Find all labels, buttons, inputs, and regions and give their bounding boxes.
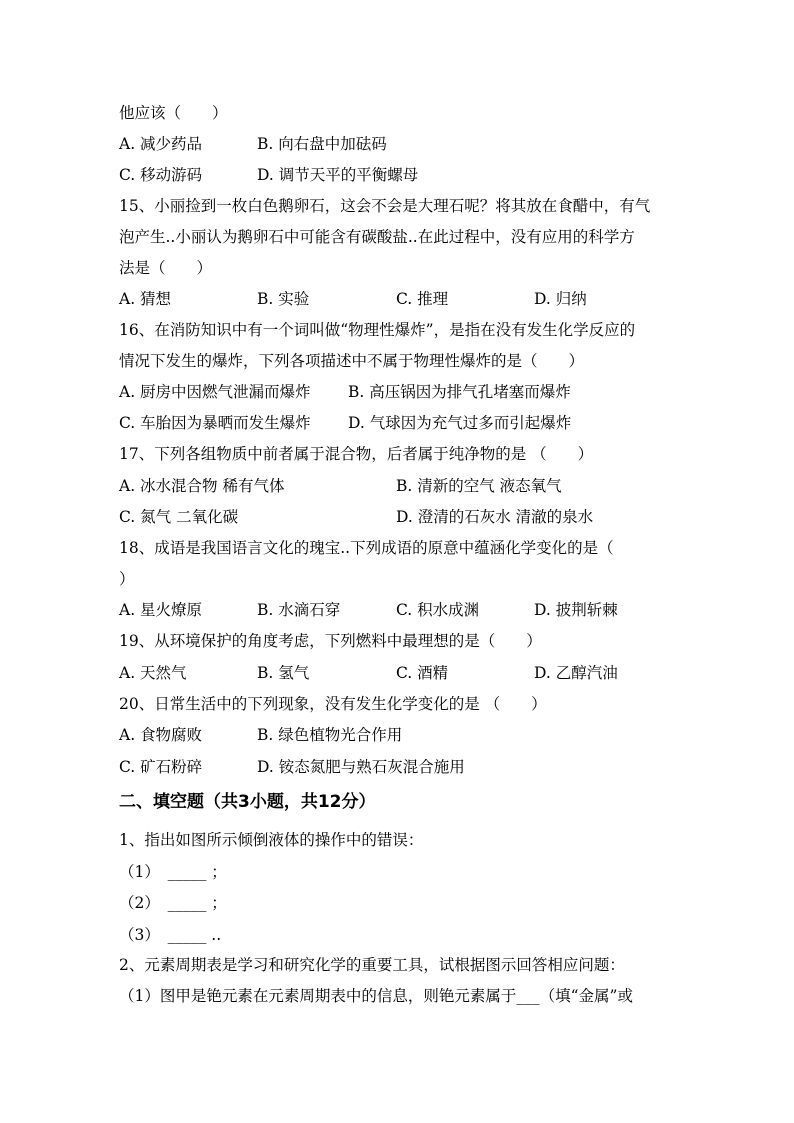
option-d: D. 披荆斩棘 bbox=[534, 601, 618, 619]
question-20: 20、日常生活中的下列现象，没有发生化学变化的是 （ ） bbox=[119, 695, 547, 713]
question-15: 15、小丽捡到一枚白色鹅卵石，这会不会是大理石呢？将其放在食醋中，有气 bbox=[119, 197, 651, 215]
option-a: A. 厨房中因燃气泄漏而爆炸 bbox=[119, 383, 311, 401]
question-18: 18、成语是我国语言文化的瑰宝..下列成语的原意中蕴涵化学变化的是（ bbox=[119, 539, 614, 557]
option-d: D. 气球因为充气过多而引起爆炸 bbox=[348, 414, 572, 432]
option-d: D. 乙醇汽油 bbox=[534, 664, 618, 682]
option-c: C. 酒精 bbox=[396, 664, 449, 682]
option-c: C. 矿石粉碎 bbox=[119, 758, 203, 776]
option-b: B. 清新的空气 液态氧气 bbox=[396, 477, 562, 495]
fill-blank-1: （1） _____ ； bbox=[119, 863, 227, 881]
question-17: 17、下列各组物质中前者属于混合物，后者属于纯净物的是 （ ） bbox=[119, 445, 594, 463]
option-c: C. 车胎因为暴晒而发生爆炸 bbox=[119, 414, 311, 432]
question-15-line3: 法是（ ） bbox=[119, 259, 213, 277]
option-a: A. 星火燎原 bbox=[119, 601, 203, 619]
option-a: A. 冰水混合物 稀有气体 bbox=[119, 477, 285, 495]
option-c: C. 积水成渊 bbox=[396, 601, 480, 619]
option-b: B. 水滴石穿 bbox=[257, 601, 341, 619]
option-d: D. 调节天平的平衡螺母 bbox=[257, 166, 419, 184]
section-heading: 二、填空题（共3小题，共12分） bbox=[119, 792, 376, 812]
question-16: 16、在消防知识中有一个词叫做“物理性爆炸”，是指在没有发生化学反应的 bbox=[119, 321, 636, 339]
fill-question-1: 1、指出如图所示倾倒液体的操作中的错误： bbox=[119, 831, 424, 849]
option-d: D. 铵态氮肥与熟石灰混合施用 bbox=[257, 758, 465, 776]
fill-question-2: 2、元素周期表是学习和研究化学的重要工具，试根据图示回答相应问题： bbox=[119, 956, 625, 974]
option-b: B. 实验 bbox=[257, 290, 310, 308]
question-19: 19、从环境保护的角度考虑，下列燃料中最理想的是（ ） bbox=[119, 632, 542, 650]
option-c: C. 移动游码 bbox=[119, 166, 203, 184]
option-b: B. 向右盘中加砝码 bbox=[257, 135, 387, 153]
fill-blank-3: （3） _____ .. bbox=[119, 926, 222, 944]
option-a: A. 天然气 bbox=[119, 664, 187, 682]
option-d: D. 归纳 bbox=[534, 290, 587, 308]
option-d: D. 澄清的石灰水 清澈的泉水 bbox=[396, 508, 594, 526]
option-b: B. 高压锅因为排气孔堵塞而爆炸 bbox=[348, 383, 571, 401]
option-b: B. 绿色植物光合作用 bbox=[257, 726, 403, 744]
question-18-line2: ） bbox=[119, 570, 135, 588]
option-c: C. 推理 bbox=[396, 290, 449, 308]
option-a: A. 减少药品 bbox=[119, 135, 203, 153]
question-continuation: 他应该（ ） bbox=[119, 104, 228, 122]
option-b: B. 氢气 bbox=[257, 664, 310, 682]
question-16-line2: 情况下发生的爆炸，下列各项描述中不属于物理性爆炸的是（ ） bbox=[119, 352, 585, 370]
option-c: C. 氮气 二氧化碳 bbox=[119, 508, 239, 526]
question-15-line2: 泡产生..小丽认为鹅卵石中可能含有碳酸盐..在此过程中，没有应用的科学方 bbox=[119, 228, 635, 246]
option-a: A. 猜想 bbox=[119, 290, 172, 308]
fill-question-2-part1: （1）图甲是铯元素在元素周期表中的信息，则铯元素属于___（填“金属”或 bbox=[119, 987, 633, 1005]
fill-blank-2: （2） _____ ； bbox=[119, 894, 227, 912]
option-a: A. 食物腐败 bbox=[119, 726, 203, 744]
